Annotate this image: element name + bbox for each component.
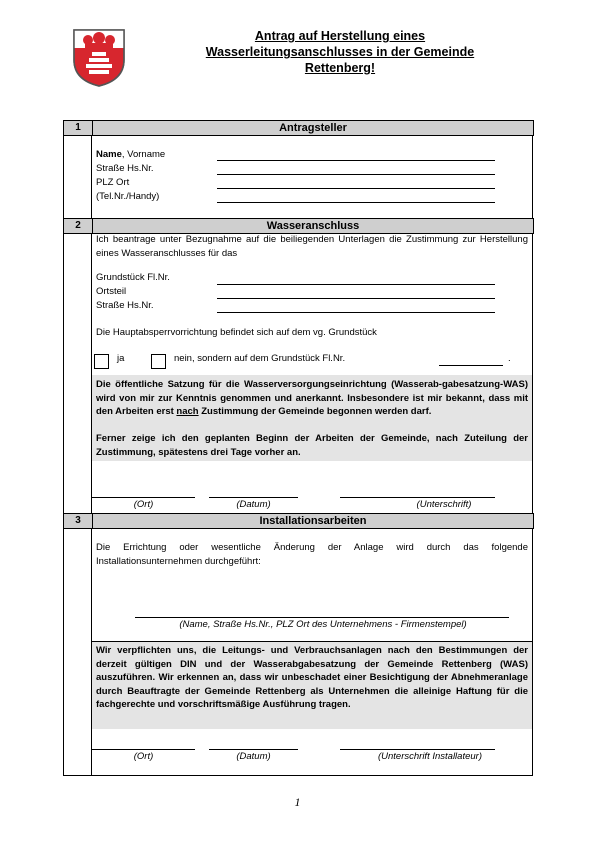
field-ortsteil-input[interactable] bbox=[217, 298, 495, 299]
checkbox-ja[interactable] bbox=[94, 354, 109, 369]
field-street2-label: Straße Hs.Nr. bbox=[96, 300, 154, 311]
sign-ort-line[interactable] bbox=[92, 497, 195, 498]
install-sign-unterschrift-line[interactable] bbox=[340, 749, 495, 750]
option-end-dot: . bbox=[508, 353, 511, 364]
section-1-number: 1 bbox=[64, 121, 93, 135]
option-nein-label: nein, sondern auf dem Grundstück Fl.Nr. bbox=[174, 353, 346, 364]
field-street2-input[interactable] bbox=[217, 312, 495, 313]
field-phone-input[interactable] bbox=[217, 202, 495, 203]
title-line-2: Wasserleitungsanschlusses in der Gemeinde bbox=[205, 45, 475, 59]
section-2-intro: Ich beantrage unter Bezugnahme auf die beiliegenden Unterlagen die Zustimmung zur Herstellung eines Wasseranschlusses für das bbox=[96, 234, 528, 259]
section-3-number: 3 bbox=[64, 514, 93, 528]
section-3-title: Installationsarbeiten bbox=[259, 515, 367, 527]
sign-ort-label: (Ort) bbox=[133, 499, 154, 510]
option-ja-label: ja bbox=[117, 353, 125, 364]
install-sign-datum-label: (Datum) bbox=[236, 751, 271, 762]
field-plz-input[interactable] bbox=[217, 188, 495, 189]
field-name-rest: , Vorname bbox=[121, 149, 166, 160]
field-name-bold: Name bbox=[96, 149, 122, 160]
company-input[interactable] bbox=[135, 617, 509, 618]
field-grundstueck-label: Grundstück Fl.Nr. bbox=[96, 272, 170, 283]
notice-p1-post: Zustimmung der Gemeinde begonnen werden darf. bbox=[198, 406, 432, 417]
field-street-label: Straße Hs.Nr. bbox=[96, 163, 154, 174]
field-plz-label: PLZ Ort bbox=[96, 177, 130, 188]
section-3-intro: Die Errichtung oder wesentliche Änderung der Anlage wird durch das folgende Installationsunternehmen durchgeführt: bbox=[96, 542, 528, 567]
sperr-text: Die Hauptabsperrvorrichtung befindet sich auf dem vg. Grundstück bbox=[96, 327, 377, 338]
sign-datum-label: (Datum) bbox=[236, 499, 271, 510]
document-title bbox=[150, 28, 530, 76]
sign-unterschrift-label: (Unterschrift) bbox=[416, 499, 472, 510]
title-line-1: Antrag auf Herstellung eines bbox=[254, 29, 426, 43]
field-grundstueck-input[interactable] bbox=[217, 284, 495, 285]
field-ortsteil-label: Ortsteil bbox=[96, 286, 127, 297]
field-phone-label: (Tel.Nr./Handy) bbox=[96, 191, 160, 202]
field-name-label bbox=[96, 148, 165, 162]
checkbox-nein[interactable] bbox=[151, 354, 166, 369]
installer-notice: Wir verpflichten uns, die Leitungs- und Verbrauchsanlagen nach den Bestimmungen der derzeit gültigen DIN und der Wasserabgabesatzung der Gemeinde Rettenberg (WAS) auszuführen. Wir erkennen an, dass wir unbeschadet einer Besichtigung der Abnehmeranlage durch Beauftragte der Gemeinde Rettenberg als Unternehmen die alleinige Haftung für die fachgerechte und vorschriftsmäßige Ausführung tragen. bbox=[96, 645, 528, 710]
field-name-input[interactable] bbox=[217, 160, 495, 161]
form-bottom-border bbox=[63, 775, 533, 776]
installer-notice-top-border bbox=[92, 641, 532, 642]
notice-paragraph-2: Ferner zeige ich den geplanten Beginn der Arbeiten der Gemeinde, nach Zuteilung der Zustimmung, spätestens drei Tage vorher an. bbox=[96, 433, 528, 458]
notice-p1-underline: nach bbox=[176, 406, 199, 417]
install-sign-unterschrift-label: (Unterschrift Installateur) bbox=[377, 751, 482, 762]
page-number: 1 bbox=[294, 795, 301, 809]
section-1-header bbox=[63, 120, 534, 136]
title-line-3: Rettenberg! bbox=[304, 61, 376, 75]
section-2-header bbox=[63, 218, 534, 234]
company-label: (Name, Straße Hs.Nr., PLZ Ort des Unternehmens - Firmenstempel) bbox=[179, 619, 467, 630]
field-street-input[interactable] bbox=[217, 174, 495, 175]
notice-paragraph-1 bbox=[96, 378, 528, 419]
section-2-title: Wasseranschluss bbox=[266, 220, 360, 232]
install-sign-ort-line[interactable] bbox=[92, 749, 195, 750]
install-sign-datum-line[interactable] bbox=[209, 749, 298, 750]
notice-p1-pre: Die öffentliche Satzung für die Wasserversorgungseinrichtung (Wasserab-gabesatzung-WAS) wird von mir zur Kenntnis genommen und anerkannt. Insbesondere ist mir bekannt, dass mit den Arbeiten erst bbox=[96, 379, 528, 417]
municipal-crest-logo bbox=[72, 28, 126, 88]
sign-unterschrift-line[interactable] bbox=[340, 497, 495, 498]
sign-datum-line[interactable] bbox=[209, 497, 298, 498]
application-form bbox=[63, 120, 533, 776]
install-sign-ort-label: (Ort) bbox=[133, 751, 154, 762]
field-alt-flnr-input[interactable] bbox=[439, 365, 503, 366]
section-1-title: Antragsteller bbox=[279, 122, 347, 134]
section-2-number: 2 bbox=[64, 219, 93, 233]
section-3-header bbox=[63, 513, 534, 529]
